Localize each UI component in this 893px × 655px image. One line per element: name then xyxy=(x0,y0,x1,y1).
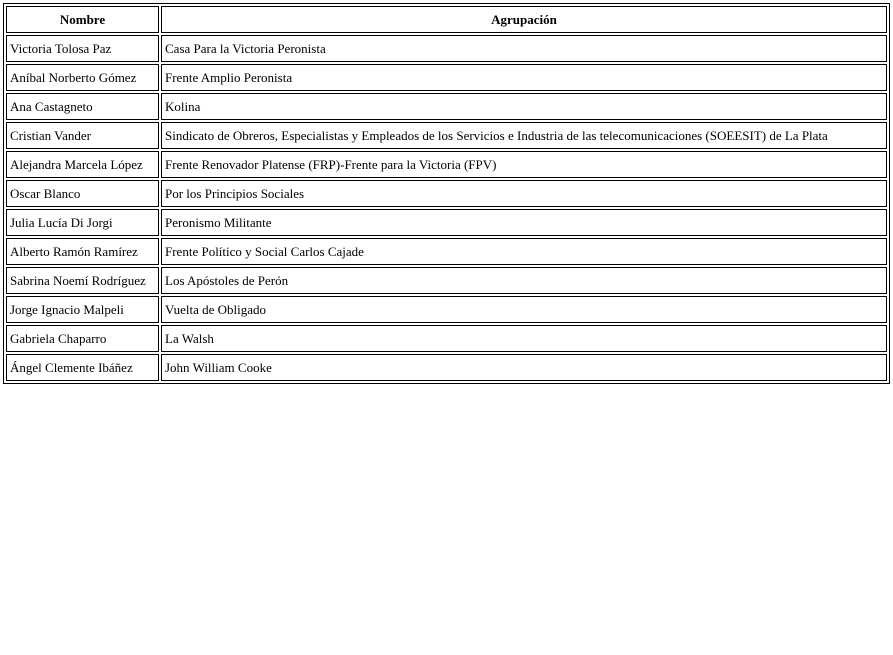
table-row xyxy=(6,325,887,352)
cell-agrupacion: Frente Amplio Peronista xyxy=(161,64,887,91)
table-row xyxy=(6,296,887,323)
cell-agrupacion: Sindicato de Obreros, Especialistas y Empleados de los Servicios e Industria de las telecomunicaciones (SOEESIT) de La Plata xyxy=(161,122,887,149)
cell-nombre: Victoria Tolosa Paz xyxy=(6,35,159,62)
page-content xyxy=(3,3,890,384)
cell-nombre: Jorge Ignacio Malpeli xyxy=(6,296,159,323)
table-row xyxy=(6,209,887,236)
table-row xyxy=(6,64,887,91)
table-header-row xyxy=(6,6,887,33)
cell-agrupacion: Por los Principios Sociales xyxy=(161,180,887,207)
cell-nombre: Julia Lucía Di Jorgi xyxy=(6,209,159,236)
cell-agrupacion: Casa Para la Victoria Peronista xyxy=(161,35,887,62)
header-agrupacion: Agrupación xyxy=(161,6,887,33)
cell-nombre: Alberto Ramón Ramírez xyxy=(6,238,159,265)
cell-nombre: Sabrina Noemí Rodríguez xyxy=(6,267,159,294)
cell-nombre: Ana Castagneto xyxy=(6,93,159,120)
cell-agrupacion: Frente Político y Social Carlos Cajade xyxy=(161,238,887,265)
cell-nombre: Oscar Blanco xyxy=(6,180,159,207)
table-row xyxy=(6,267,887,294)
table-row xyxy=(6,122,887,149)
table-row xyxy=(6,35,887,62)
cell-agrupacion: John William Cooke xyxy=(161,354,887,381)
cell-nombre: Ángel Clemente Ibáñez xyxy=(6,354,159,381)
cell-agrupacion: Vuelta de Obligado xyxy=(161,296,887,323)
cell-agrupacion: Peronismo Militante xyxy=(161,209,887,236)
cell-agrupacion: Los Apóstoles de Perón xyxy=(161,267,887,294)
cell-nombre: Gabriela Chaparro xyxy=(6,325,159,352)
cell-nombre: Alejandra Marcela López xyxy=(6,151,159,178)
table-row xyxy=(6,354,887,381)
table-row xyxy=(6,238,887,265)
cell-nombre: Cristian Vander xyxy=(6,122,159,149)
table-row xyxy=(6,180,887,207)
cell-agrupacion: Frente Renovador Platense (FRP)-Frente para la Victoria (FPV) xyxy=(161,151,887,178)
table-row xyxy=(6,93,887,120)
cell-agrupacion: La Walsh xyxy=(161,325,887,352)
table-row xyxy=(6,151,887,178)
cell-agrupacion: Kolina xyxy=(161,93,887,120)
header-nombre: Nombre xyxy=(6,6,159,33)
cell-nombre: Aníbal Norberto Gómez xyxy=(6,64,159,91)
members-table xyxy=(3,3,890,384)
